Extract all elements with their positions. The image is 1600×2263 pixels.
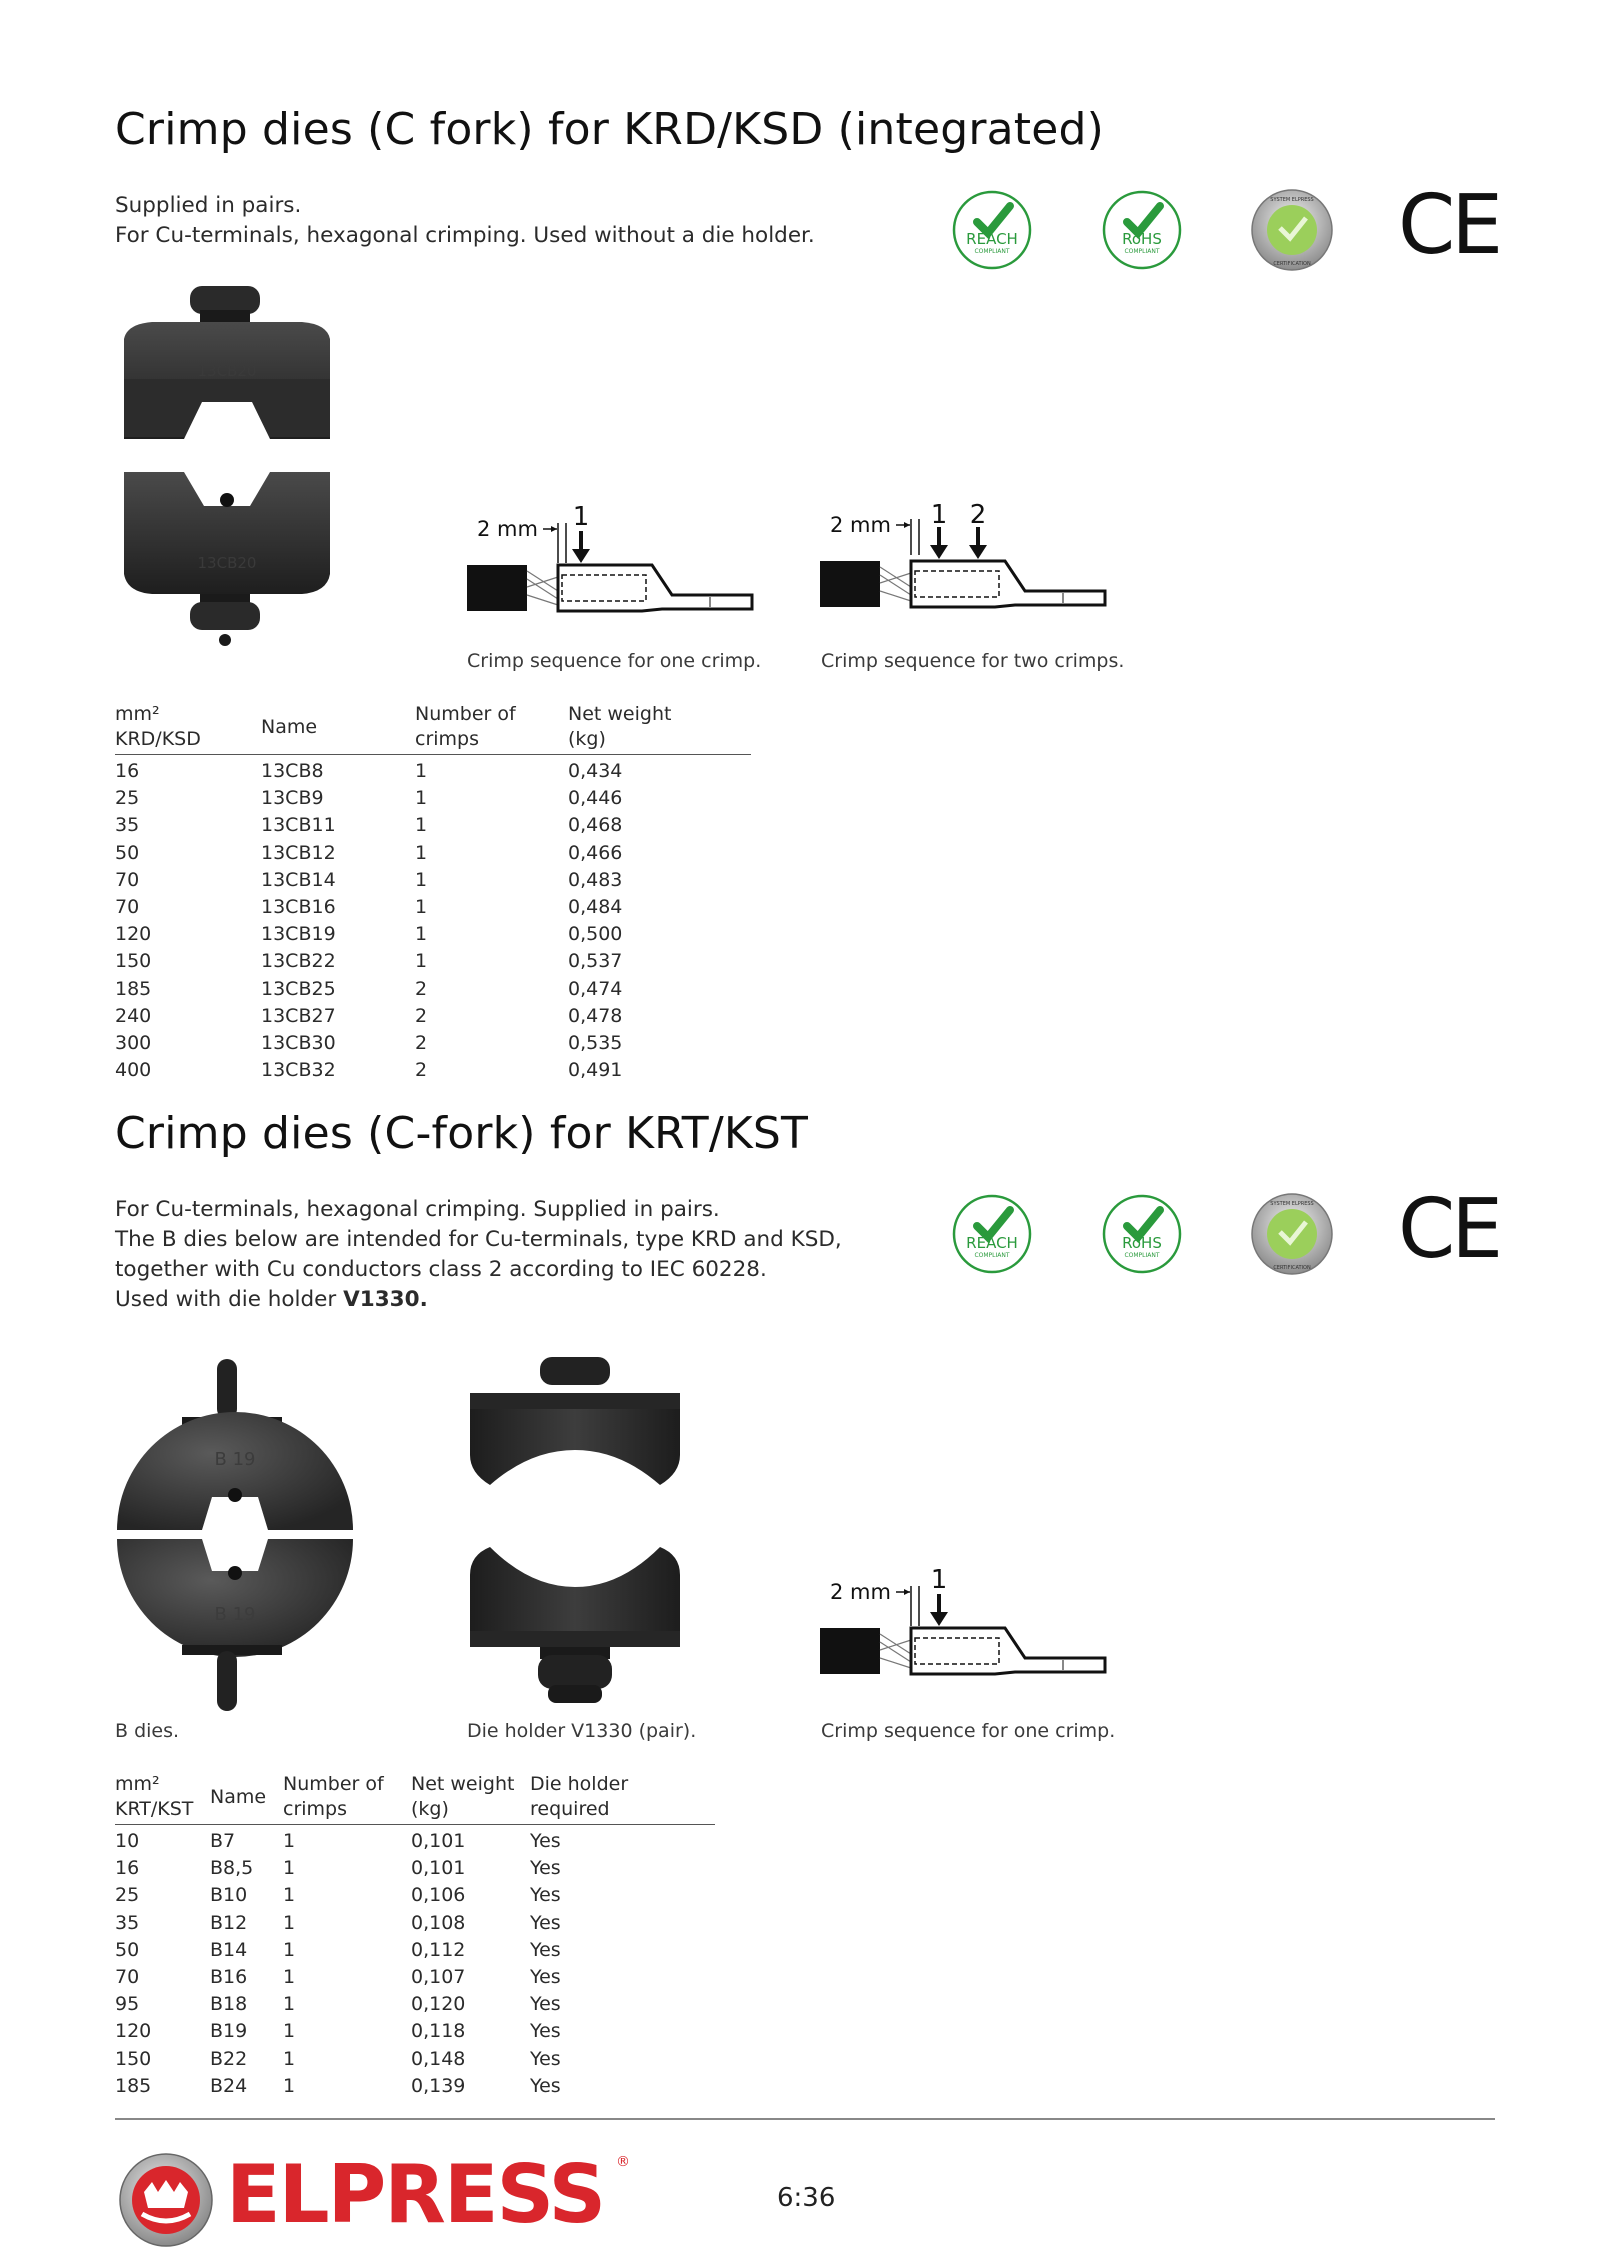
table-cell: B18	[210, 1993, 248, 2016]
table-cell: 1	[283, 1857, 296, 1880]
table-cell: 16	[115, 1857, 140, 1880]
table-cell: 13CB8	[261, 760, 324, 783]
col-header-die-holder: Die holder required	[530, 1772, 715, 1825]
table-row	[115, 1003, 751, 1030]
die-holder-v1330-image	[460, 1355, 690, 1715]
rohs-sub: COMPLIANT	[1124, 1252, 1160, 1259]
krd-ksd-dies-table	[115, 702, 751, 1084]
die-marking-lower: 13CB20	[197, 554, 257, 572]
system-label-bottom: CERTIFICATION	[1273, 1265, 1311, 1271]
elpress-logo-emblem	[118, 2152, 214, 2248]
table-header-row	[115, 1772, 715, 1825]
reach-label: REACH	[966, 1234, 1018, 1252]
intro-line: For Cu-terminals, hexagonal crimping. Supplied in pairs.	[115, 1197, 720, 1222]
col-header-crimps: Number of crimps	[283, 1772, 411, 1825]
table-cell: 2	[415, 1059, 428, 1082]
table-cell: 185	[115, 977, 152, 1000]
table-cell: 35	[115, 1911, 140, 1934]
table-cell: 1	[415, 896, 428, 919]
table-cell: B22	[210, 2047, 248, 2070]
col-header-crimps: Number of crimps	[415, 702, 568, 755]
table-cell: 13CB9	[261, 787, 324, 810]
registered-mark: ®	[616, 2154, 630, 2170]
system-label-top: SYSTEM ELPRESS	[1270, 1201, 1314, 1207]
table-cell: 13CB16	[261, 896, 336, 919]
table-cell: 1	[415, 841, 428, 864]
system-label-bottom: CERTIFICATION	[1273, 261, 1311, 267]
table-cell: 0,139	[411, 2074, 466, 2097]
system-elpress-certification-badge	[1250, 188, 1334, 272]
intro-line-die-holder: Used with die holder V1330.	[115, 1287, 428, 1312]
table-row	[115, 1825, 715, 1856]
table-cell: 13CB25	[261, 977, 336, 1000]
table-cell: 25	[115, 1884, 140, 1907]
table-cell: Yes	[530, 1884, 561, 1907]
table-cell: 1	[283, 2074, 296, 2097]
table-cell: 1	[415, 814, 428, 837]
table-cell: Yes	[530, 1993, 561, 2016]
section-1-intro	[115, 191, 815, 251]
table-row	[115, 2018, 715, 2045]
table-cell: 0,101	[411, 1830, 466, 1853]
system-elpress-certification-badge	[1250, 1192, 1334, 1276]
table-cell: 1	[283, 1938, 296, 1961]
table-cell: 13CB19	[261, 923, 336, 946]
reach-sub: COMPLIANT	[974, 1252, 1010, 1259]
table-cell: 0,500	[568, 923, 623, 946]
table-row	[115, 1057, 751, 1084]
table-cell: 50	[115, 841, 140, 864]
table-row	[115, 1937, 715, 1964]
caption-one-crimp: Crimp sequence for one crimp.	[821, 1720, 1116, 1742]
table-cell: B7	[210, 1830, 236, 1853]
col-header-weight: Net weight (kg)	[411, 1772, 530, 1825]
table-cell: 0,148	[411, 2047, 466, 2070]
reach-compliant-badge	[950, 188, 1034, 272]
table-row	[115, 2073, 715, 2100]
table-cell: 1	[283, 1993, 296, 2016]
section-2-intro	[115, 1195, 842, 1315]
caption-one-crimp: Crimp sequence for one crimp.	[467, 650, 762, 672]
table-cell: 0,483	[568, 868, 623, 891]
table-row	[115, 1855, 715, 1882]
table-row	[115, 2046, 715, 2073]
die-marking-lower: B 19	[214, 1604, 256, 1625]
table-cell: 1	[415, 787, 428, 810]
b-dies-image	[112, 1355, 362, 1715]
table-cell: 1	[283, 1911, 296, 1934]
system-label-top: SYSTEM ELPRESS	[1270, 197, 1314, 203]
table-cell: 120	[115, 923, 152, 946]
elpress-wordmark: ELPRESS	[226, 2148, 605, 2241]
crimp-sequence-two-diagram	[815, 495, 1115, 625]
table-cell: Yes	[530, 2074, 561, 2097]
table-cell: 70	[115, 868, 140, 891]
table-cell: 0,478	[568, 1004, 623, 1027]
table-cell: Yes	[530, 1938, 561, 1961]
table-cell: 120	[115, 2020, 152, 2043]
table-row	[115, 976, 751, 1003]
table-cell: 25	[115, 787, 140, 810]
table-cell: 1	[283, 2020, 296, 2043]
krt-kst-dies-table	[115, 1772, 715, 2100]
table-cell: Yes	[530, 1911, 561, 1934]
table-cell: 1	[415, 923, 428, 946]
table-cell: Yes	[530, 1830, 561, 1853]
table-row	[115, 948, 751, 975]
caption-two-crimps: Crimp sequence for two crimps.	[821, 650, 1125, 672]
intro-line: For Cu-terminals, hexagonal crimping. Used without a die holder.	[115, 223, 815, 248]
ce-mark: CE	[1398, 178, 1500, 273]
table-row	[115, 755, 751, 786]
rohs-compliant-badge	[1100, 188, 1184, 272]
table-row	[115, 1991, 715, 2018]
intro-line: The B dies below are intended for Cu-terminals, type KRD and KSD,	[115, 1227, 842, 1252]
table-cell: 13CB11	[261, 814, 336, 837]
table-cell: Yes	[530, 1857, 561, 1880]
table-cell: 0,537	[568, 950, 623, 973]
reach-sub: COMPLIANT	[974, 248, 1010, 255]
table-row	[115, 894, 751, 921]
table-cell: 300	[115, 1031, 152, 1054]
table-cell: 0,446	[568, 787, 623, 810]
table-cell: 95	[115, 1993, 140, 2016]
table-cell: 0,101	[411, 1857, 466, 1880]
table-cell: 0,474	[568, 977, 623, 1000]
table-cell: 13CB12	[261, 841, 336, 864]
table-cell: B16	[210, 1966, 248, 1989]
table-cell: 0,466	[568, 841, 623, 864]
col-header-name: Name	[210, 1772, 283, 1825]
crimp-mark-1: 1	[930, 500, 948, 530]
table-cell: Yes	[530, 2047, 561, 2070]
table-cell: 13CB27	[261, 1004, 336, 1027]
table-cell: B19	[210, 2020, 248, 2043]
table-cell: 10	[115, 1830, 140, 1853]
table-cell: B12	[210, 1911, 248, 1934]
table-row	[115, 785, 751, 812]
table-cell: 2	[415, 1004, 428, 1027]
crimp-mark-2: 2	[969, 500, 987, 530]
table-cell: 1	[283, 1830, 296, 1853]
crown-icon	[144, 2180, 188, 2208]
table-row	[115, 1030, 751, 1057]
crimp-mark-1: 1	[930, 1565, 948, 1595]
crimp-mark-1: 1	[572, 502, 590, 532]
table-cell: 0,468	[568, 814, 623, 837]
table-cell: 1	[415, 760, 428, 783]
table-cell: 70	[115, 1966, 140, 1989]
table-cell: 0,112	[411, 1938, 466, 1961]
table-cell: 13CB14	[261, 868, 336, 891]
table-cell: 0,106	[411, 1884, 466, 1907]
table-cell: 240	[115, 1004, 152, 1027]
page-number: 6:36	[777, 2183, 836, 2213]
table-cell: 50	[115, 1938, 140, 1961]
table-cell: 150	[115, 950, 152, 973]
table-cell: 185	[115, 2074, 152, 2097]
crimp-sequence-one-diagram	[815, 1558, 1115, 1688]
table-cell: 0,484	[568, 896, 623, 919]
table-cell: 0,107	[411, 1966, 466, 1989]
table-cell: 2	[415, 977, 428, 1000]
table-cell: 0,118	[411, 2020, 466, 2043]
table-cell: 35	[115, 814, 140, 837]
section-2-title: Crimp dies (C-fork) for KRT/KST	[115, 1108, 809, 1159]
table-header-row	[115, 702, 751, 755]
col-header-name: Name	[261, 702, 415, 755]
die-marking-upper: B 19	[214, 1449, 256, 1470]
dimension-label: 2 mm	[830, 1580, 891, 1604]
rohs-label: RoHS	[1122, 230, 1162, 248]
table-cell: 13CB32	[261, 1059, 336, 1082]
table-row	[115, 812, 751, 839]
table-cell: 400	[115, 1059, 152, 1082]
caption-b-dies: B dies.	[115, 1720, 180, 1742]
table-cell: 0,491	[568, 1059, 623, 1082]
table-cell: 0,108	[411, 1911, 466, 1934]
caption-die-holder: Die holder V1330 (pair).	[467, 1720, 697, 1742]
reach-compliant-badge	[950, 1192, 1034, 1276]
table-cell: 1	[283, 1966, 296, 1989]
table-cell: B14	[210, 1938, 248, 1961]
table-row	[115, 1882, 715, 1909]
ce-mark: CE	[1398, 1182, 1500, 1277]
col-header-mm2: mm² KRT/KST	[115, 1772, 210, 1825]
table-row	[115, 921, 751, 948]
crimp-sequence-one-diagram	[462, 495, 762, 625]
col-header-weight: Net weight (kg)	[568, 702, 751, 755]
reach-label: REACH	[966, 230, 1018, 248]
table-cell: B24	[210, 2074, 248, 2097]
table-cell: B10	[210, 1884, 248, 1907]
table-cell: Yes	[530, 2020, 561, 2043]
table-cell: B8,5	[210, 1857, 254, 1880]
table-cell: 0,535	[568, 1031, 623, 1054]
table-row	[115, 1910, 715, 1937]
c-fork-die-image	[112, 284, 342, 648]
table-cell: 13CB22	[261, 950, 336, 973]
table-row	[115, 840, 751, 867]
rohs-label: RoHS	[1122, 1234, 1162, 1252]
table-row	[115, 867, 751, 894]
table-row	[115, 1964, 715, 1991]
table-cell: 150	[115, 2047, 152, 2070]
rohs-sub: COMPLIANT	[1124, 248, 1160, 255]
die-holder-code: V1330.	[343, 1287, 428, 1312]
table-cell: 16	[115, 760, 140, 783]
table-cell: 0,434	[568, 760, 623, 783]
dimension-label: 2 mm	[830, 513, 891, 537]
die-marking-upper: 13CB20	[197, 362, 257, 380]
table-cell: 70	[115, 896, 140, 919]
table-cell: 1	[283, 2047, 296, 2070]
dimension-label: 2 mm	[477, 517, 538, 541]
table-cell: 1	[415, 950, 428, 973]
table-cell: 2	[415, 1031, 428, 1054]
section-1-title: Crimp dies (C fork) for KRD/KSD (integrated)	[115, 104, 1105, 155]
table-cell: 0,120	[411, 1993, 466, 2016]
footer-divider	[115, 2118, 1495, 2120]
intro-line: together with Cu conductors class 2 according to IEC 60228.	[115, 1257, 767, 1282]
col-header-mm2: mm² KRD/KSD	[115, 702, 261, 755]
rohs-compliant-badge	[1100, 1192, 1184, 1276]
table-cell: Yes	[530, 1966, 561, 1989]
table-cell: 1	[415, 868, 428, 891]
table-cell: 1	[283, 1884, 296, 1907]
table-cell: 13CB30	[261, 1031, 336, 1054]
intro-line: Supplied in pairs.	[115, 193, 302, 218]
